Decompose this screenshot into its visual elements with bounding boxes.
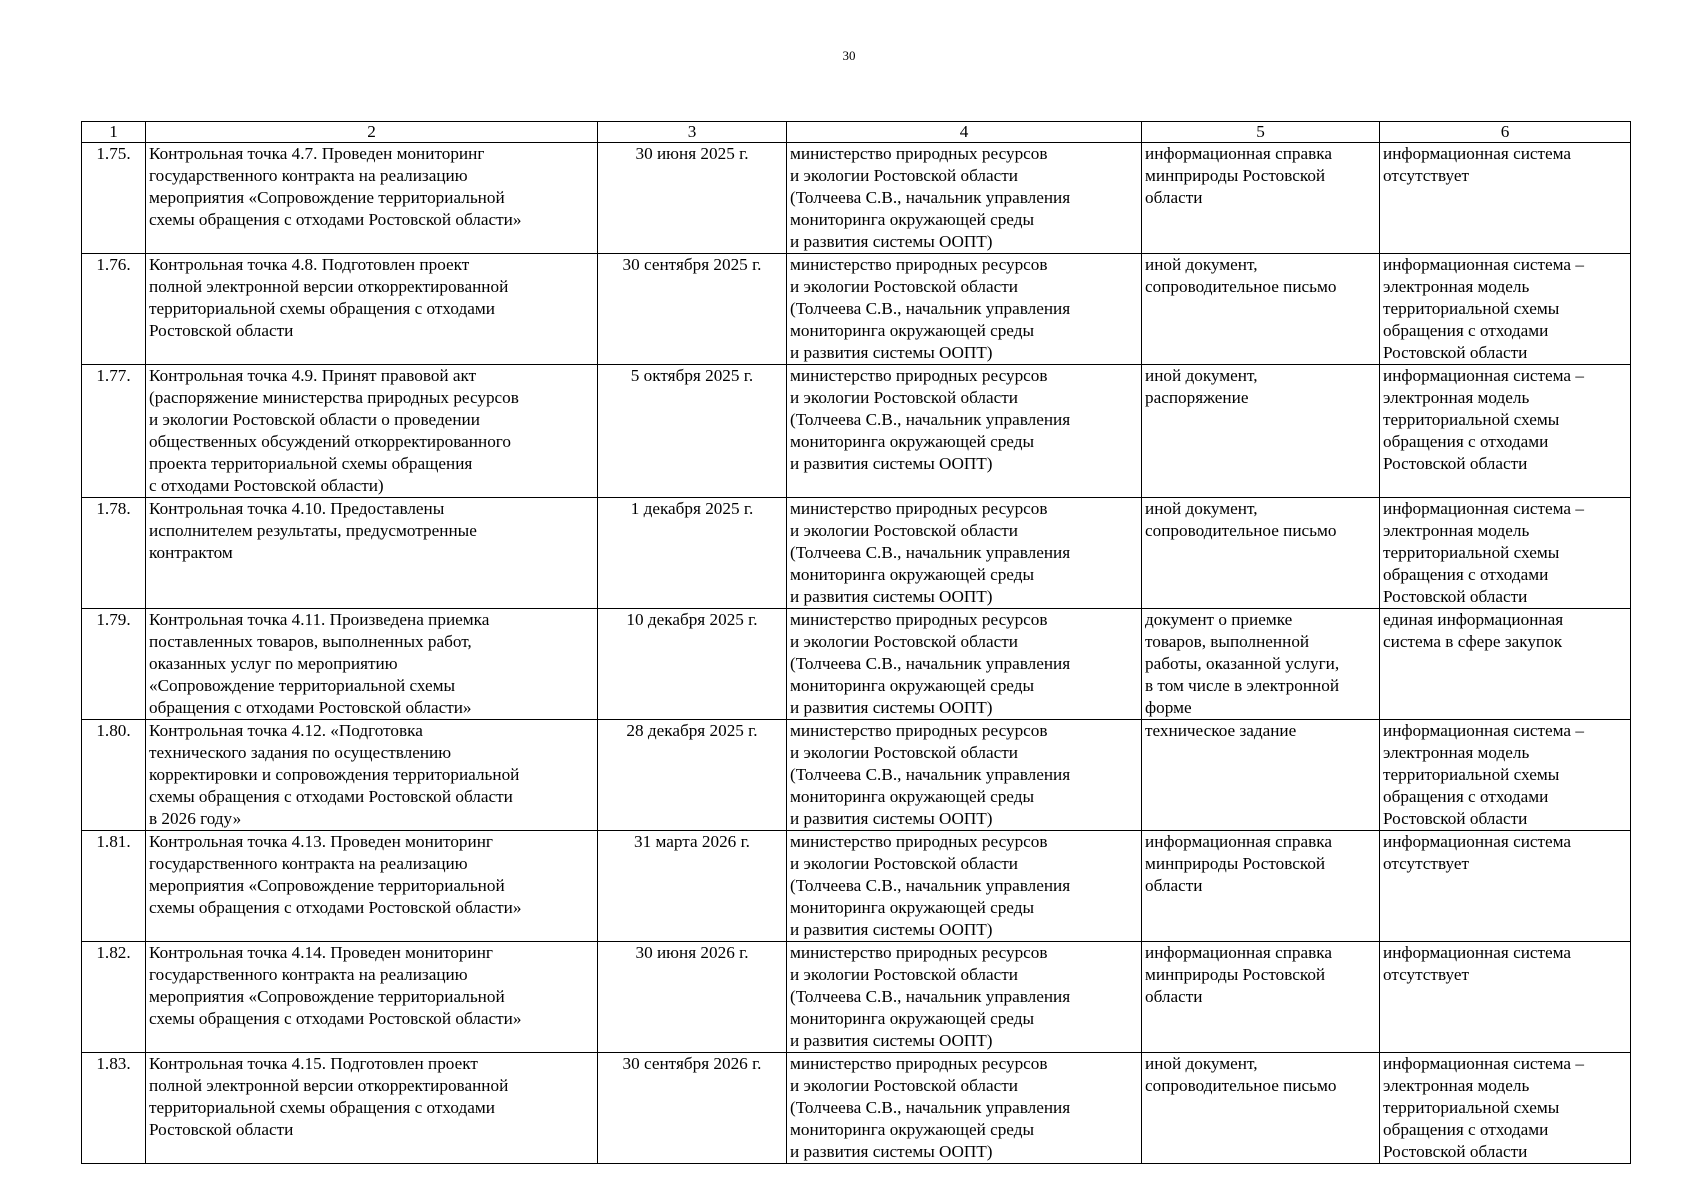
cell-confirming-document (1142, 498, 1380, 609)
cell-confirming-document (1142, 1053, 1380, 1164)
responsible-party-text: министерство природных ресурсов и экологии Ростовской области (Толчеева С.В., начальник управления мониторинга окружающей среды и развития системы ООПТ) (790, 499, 1071, 606)
table-row (82, 942, 1631, 1053)
cell-confirming-document (1142, 143, 1380, 254)
event-description-text: Контрольная точка 4.8. Подготовлен проект полной электронной версии откорректированной территориальной схемы обращения с отходами Ростовской области (149, 255, 509, 340)
cell-row-number (82, 365, 146, 498)
row-number-text: 1.80. (96, 721, 131, 740)
cell-responsible-party (787, 831, 1142, 942)
responsible-party-text: министерство природных ресурсов и экологии Ростовской области (Толчеева С.В., начальник управления мониторинга окружающей среды и развития системы ООПТ) (790, 366, 1071, 473)
cell-responsible-party (787, 609, 1142, 720)
cell-due-date (598, 1053, 787, 1164)
column-header-4: 4 (787, 122, 1142, 143)
cell-confirming-document (1142, 720, 1380, 831)
event-description-text: Контрольная точка 4.15. Подготовлен проект полной электронной версии откорректированной территориальной схемы обращения с отходами Ростовской области (149, 1054, 509, 1139)
cell-event-description (146, 831, 598, 942)
information-system-text: информационная система отсутствует (1383, 144, 1572, 185)
information-system-text: единая информационная система в сфере закупок (1383, 610, 1564, 651)
column-header-3: 3 (598, 122, 787, 143)
information-system-text: информационная система – электронная модель территориальной схемы обращения с отходами Ростовской области (1383, 721, 1584, 828)
responsible-party-text: министерство природных ресурсов и экологии Ростовской области (Толчеева С.В., начальник управления мониторинга окружающей среды и развития системы ООПТ) (790, 144, 1071, 251)
cell-information-system (1380, 254, 1631, 365)
cell-responsible-party (787, 143, 1142, 254)
cell-event-description (146, 942, 598, 1053)
table-row (82, 498, 1631, 609)
confirming-document-text: иной документ, сопроводительное письмо (1145, 499, 1337, 540)
event-description-text: Контрольная точка 4.7. Проведен мониторинг государственного контракта на реализацию мероприятия «Сопровождение территориальной схемы обращения с отходами Ростовской области» (149, 144, 522, 229)
cell-responsible-party (787, 1053, 1142, 1164)
confirming-document-text: иной документ, сопроводительное письмо (1145, 255, 1337, 296)
responsible-party-text: министерство природных ресурсов и экологии Ростовской области (Толчеева С.В., начальник управления мониторинга окружающей среды и развития системы ООПТ) (790, 721, 1071, 828)
responsible-party-text: министерство природных ресурсов и экологии Ростовской области (Толчеева С.В., начальник управления мониторинга окружающей среды и развития системы ООПТ) (790, 1054, 1071, 1161)
cell-due-date (598, 609, 787, 720)
row-number-text: 1.82. (96, 943, 131, 962)
due-date-text: 31 марта 2026 г. (634, 832, 750, 851)
cell-due-date (598, 254, 787, 365)
cell-responsible-party (787, 720, 1142, 831)
event-description-text: Контрольная точка 4.11. Произведена приемка поставленных товаров, выполненных работ, оказанных услуг по мероприятию «Сопровождение территориальной схемы обращения с отходами Ростовской области» (149, 610, 490, 717)
column-header-2: 2 (146, 122, 598, 143)
cell-event-description (146, 1053, 598, 1164)
due-date-text: 30 июня 2025 г. (635, 144, 749, 163)
cell-confirming-document (1142, 254, 1380, 365)
row-number-text: 1.79. (96, 610, 131, 629)
confirming-document-text: иной документ, распоряжение (1145, 366, 1258, 407)
cell-information-system (1380, 365, 1631, 498)
information-system-text: информационная система – электронная модель территориальной схемы обращения с отходами Ростовской области (1383, 1054, 1584, 1161)
event-description-text: Контрольная точка 4.12. «Подготовка технического задания по осуществлению корректировки и сопровождения территориальной схемы обращения с отходами Ростовской области в 2026 году» (149, 721, 520, 828)
cell-responsible-party (787, 498, 1142, 609)
cell-event-description (146, 254, 598, 365)
responsible-party-text: министерство природных ресурсов и экологии Ростовской области (Толчеева С.В., начальник управления мониторинга окружающей среды и развития системы ООПТ) (790, 610, 1071, 717)
cell-row-number (82, 942, 146, 1053)
table-row (82, 365, 1631, 498)
table-row (82, 831, 1631, 942)
due-date-text: 28 декабря 2025 г. (626, 721, 758, 740)
cell-confirming-document (1142, 365, 1380, 498)
cell-row-number (82, 1053, 146, 1164)
confirming-document-text: информационная справка минприроды Ростовской области (1145, 943, 1332, 1006)
cell-due-date (598, 498, 787, 609)
cell-information-system (1380, 1053, 1631, 1164)
cell-row-number (82, 831, 146, 942)
page-number: 30 (842, 48, 856, 63)
row-number-text: 1.75. (96, 144, 131, 163)
table-row (82, 1053, 1631, 1164)
cell-information-system (1380, 942, 1631, 1053)
cell-responsible-party (787, 942, 1142, 1053)
confirming-document-text: информационная справка минприроды Ростовской области (1145, 832, 1332, 895)
cell-event-description (146, 720, 598, 831)
event-description-text: Контрольная точка 4.13. Проведен мониторинг государственного контракта на реализацию мероприятия «Сопровождение территориальной схемы обращения с отходами Ростовской области» (149, 832, 522, 917)
cell-row-number (82, 498, 146, 609)
information-system-text: информационная система – электронная модель территориальной схемы обращения с отходами Ростовской области (1383, 499, 1584, 606)
cell-responsible-party (787, 254, 1142, 365)
cell-due-date (598, 831, 787, 942)
cell-confirming-document (1142, 609, 1380, 720)
cell-due-date (598, 720, 787, 831)
due-date-text: 10 декабря 2025 г. (626, 610, 758, 629)
cell-row-number (82, 143, 146, 254)
information-system-text: информационная система – электронная модель территориальной схемы обращения с отходами Ростовской области (1383, 255, 1584, 362)
event-description-text: Контрольная точка 4.14. Проведен мониторинг государственного контракта на реализацию мероприятия «Сопровождение территориальной схемы обращения с отходами Ростовской области» (149, 943, 522, 1028)
cell-information-system (1380, 720, 1631, 831)
due-date-text: 30 сентября 2026 г. (622, 1054, 762, 1073)
due-date-text: 30 сентября 2025 г. (622, 255, 762, 274)
confirming-document-text: техническое задание (1145, 721, 1297, 740)
event-description-text: Контрольная точка 4.9. Принят правовой акт (распоряжение министерства природных ресурсов и экологии Ростовской области о проведении общественных обсуждений откорректированного проекта территориальной схемы обращения с отходами Ростовской области) (149, 366, 519, 495)
cell-confirming-document (1142, 831, 1380, 942)
cell-information-system (1380, 609, 1631, 720)
responsible-party-text: министерство природных ресурсов и экологии Ростовской области (Толчеева С.В., начальник управления мониторинга окружающей среды и развития системы ООПТ) (790, 832, 1071, 939)
table-body (82, 122, 1631, 1164)
table-row (82, 143, 1631, 254)
information-system-text: информационная система отсутствует (1383, 832, 1572, 873)
row-number-text: 1.81. (96, 832, 131, 851)
header-row (82, 122, 1631, 143)
event-description-text: Контрольная точка 4.10. Предоставлены исполнителем результаты, предусмотренные контрактом (149, 499, 477, 562)
confirming-document-text: информационная справка минприроды Ростовской области (1145, 144, 1332, 207)
cell-row-number (82, 609, 146, 720)
cell-due-date (598, 942, 787, 1053)
due-date-text: 5 октября 2025 г. (630, 366, 754, 385)
cell-information-system (1380, 831, 1631, 942)
control-points-table (81, 121, 1631, 1164)
column-header-6: 6 (1380, 122, 1631, 143)
due-date-text: 1 декабря 2025 г. (630, 499, 754, 518)
row-number-text: 1.77. (96, 366, 131, 385)
confirming-document-text: иной документ, сопроводительное письмо (1145, 1054, 1337, 1095)
cell-due-date (598, 143, 787, 254)
table-row (82, 720, 1631, 831)
cell-information-system (1380, 143, 1631, 254)
cell-event-description (146, 143, 598, 254)
cell-event-description (146, 365, 598, 498)
cell-row-number (82, 254, 146, 365)
cell-event-description (146, 609, 598, 720)
row-number-text: 1.76. (96, 255, 131, 274)
column-header-5: 5 (1142, 122, 1380, 143)
table-row (82, 609, 1631, 720)
responsible-party-text: министерство природных ресурсов и экологии Ростовской области (Толчеева С.В., начальник управления мониторинга окружающей среды и развития системы ООПТ) (790, 255, 1071, 362)
row-number-text: 1.78. (96, 499, 131, 518)
information-system-text: информационная система отсутствует (1383, 943, 1572, 984)
cell-row-number (82, 720, 146, 831)
cell-due-date (598, 365, 787, 498)
due-date-text: 30 июня 2026 г. (635, 943, 749, 962)
information-system-text: информационная система – электронная модель территориальной схемы обращения с отходами Ростовской области (1383, 366, 1584, 473)
responsible-party-text: министерство природных ресурсов и экологии Ростовской области (Толчеева С.В., начальник управления мониторинга окружающей среды и развития системы ООПТ) (790, 943, 1071, 1050)
row-number-text: 1.83. (96, 1054, 131, 1073)
cell-event-description (146, 498, 598, 609)
cell-responsible-party (787, 365, 1142, 498)
confirming-document-text: документ о приемке товаров, выполненной работы, оказанной услуги, в том числе в электронной форме (1145, 610, 1340, 717)
table-row (82, 254, 1631, 365)
cell-confirming-document (1142, 942, 1380, 1053)
cell-information-system (1380, 498, 1631, 609)
column-header-1: 1 (82, 122, 146, 143)
